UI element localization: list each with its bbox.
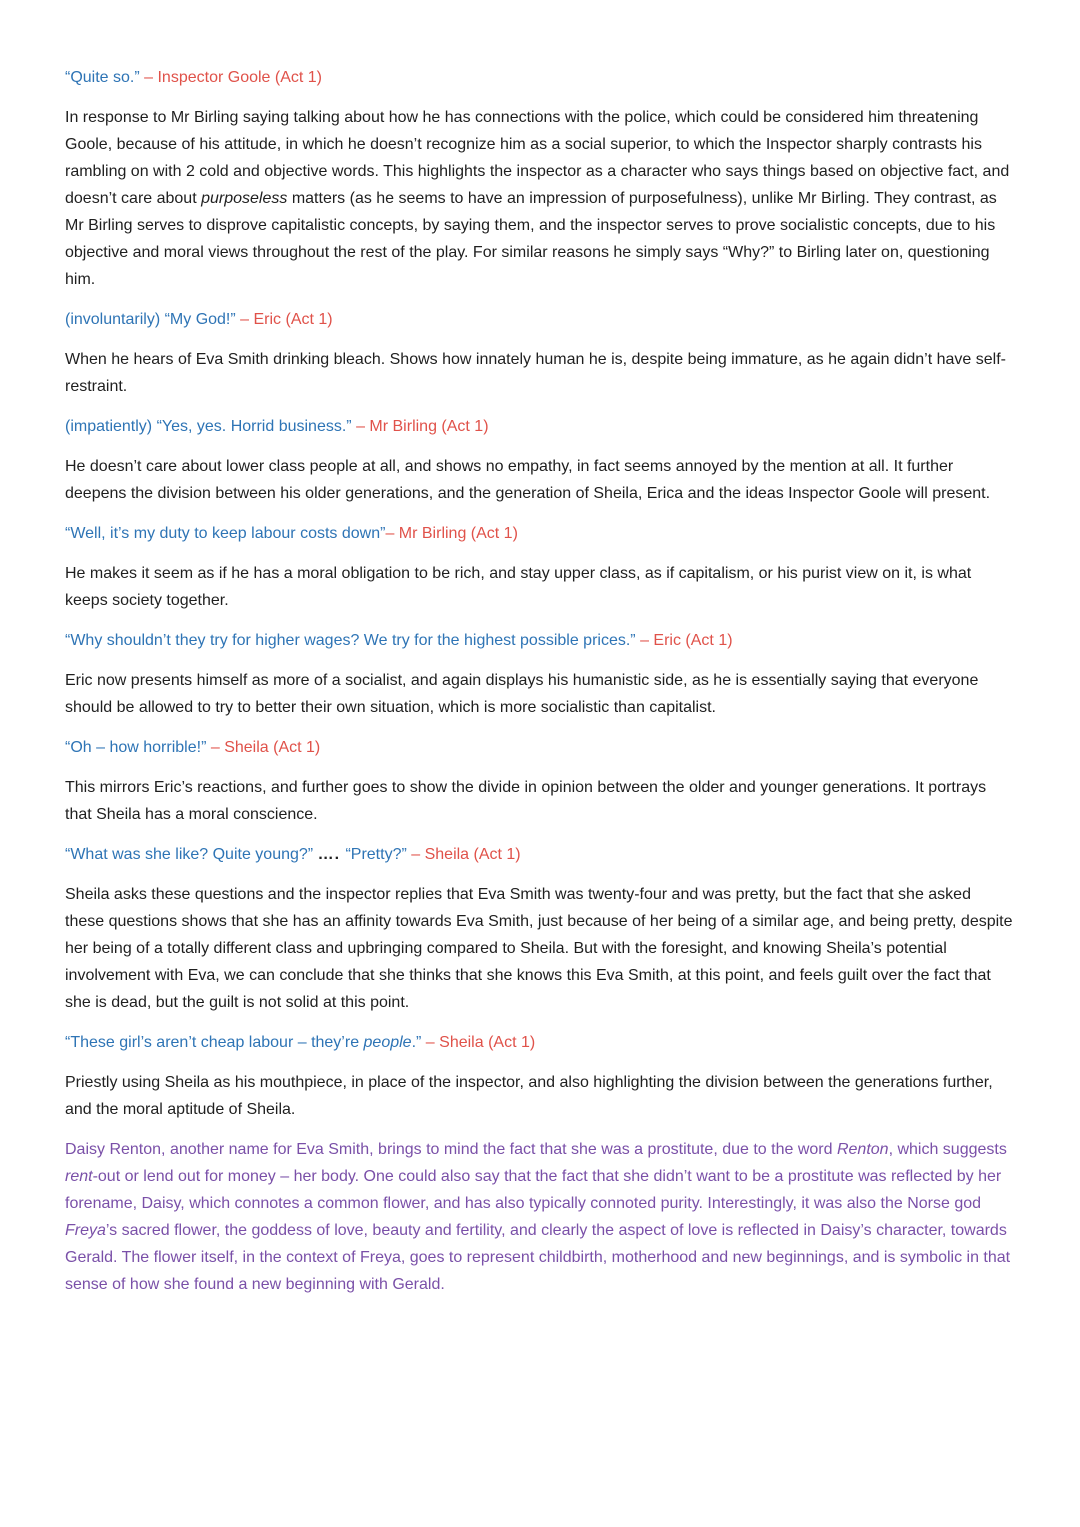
analysis-paragraph xyxy=(65,774,1014,828)
quote-text: (involuntarily) “My God!” xyxy=(65,311,241,328)
quote-text: (impatiently) “Yes, yes. Horrid business.” xyxy=(65,418,357,435)
document-body xyxy=(65,64,1014,1298)
text-run: Daisy Renton, another name for Eva Smith, brings to mind the fact that she was a prostitute, due to the word xyxy=(65,1141,837,1158)
text-run: , which suggests xyxy=(888,1141,1007,1158)
text-run: ’s sacred flower, the goddess of love, beauty and fertility, and clearly the aspect of love is reflected in Daisy’s character, towards Gerald. The flower itself, in the context of Freya, goes to represent childbirth, motherhood and new beginnings, and is symbolic in that sense of how she found a new beginning with Gerald. xyxy=(65,1222,1011,1293)
analysis-paragraph xyxy=(65,453,1014,507)
quote-heading xyxy=(65,841,1014,868)
text-run: …. xyxy=(317,846,346,863)
text-run: This mirrors Eric’s reactions, and further goes to show the divide in opinion between the older and younger generations. It portrays that Sheila has a moral conscience. xyxy=(65,779,987,823)
quote-heading xyxy=(65,306,1014,333)
quote-text: people xyxy=(363,1034,412,1051)
text-run: He makes it seem as if he has a moral obligation to be rich, and stay upper class, as if capitalism, or his purist view on it, is what keeps society together. xyxy=(65,565,972,609)
text-run: matters (as he seems to have an impression of purposefulness), unlike Mr Birling. They contrast, as Mr Birling serves to disprove capitalistic concepts, by saying them, and the inspector serves to prove socialistic concepts, due to his objective and moral views throughout the rest of the play. For similar reasons he simply says “Why?” to Birling later on, questioning him. xyxy=(65,190,997,288)
quote-heading xyxy=(65,627,1014,654)
attribution-text: – Inspector Goole (Act 1) xyxy=(144,69,322,86)
analysis-paragraph xyxy=(65,667,1014,721)
analysis-paragraph xyxy=(65,104,1014,293)
quote-text: “Pretty?” xyxy=(345,846,412,863)
text-run: rent xyxy=(65,1168,93,1185)
quote-text: “Why shouldn’t they try for higher wages? We try for the highest possible prices.” xyxy=(65,632,641,649)
text-run: Freya xyxy=(65,1222,106,1239)
text-run: Priestly using Sheila as his mouthpiece, in place of the inspector, and also highlighting the division between the generations further, and the moral aptitude of Sheila. xyxy=(65,1074,993,1118)
attribution-text: – Mr Birling (Act 1) xyxy=(385,525,518,542)
quote-heading xyxy=(65,64,1014,91)
attribution-text: – Mr Birling (Act 1) xyxy=(356,418,489,435)
text-run: He doesn’t care about lower class people at all, and shows no empathy, in fact seems annoyed by the mention at all. It further deepens the division between his older generations, and the generation of Sheila, Erica and the ideas Inspector Goole will present. xyxy=(65,458,991,502)
attribution-text: – Sheila (Act 1) xyxy=(411,846,521,863)
analysis-paragraph xyxy=(65,560,1014,614)
text-run: When he hears of Eva Smith drinking bleach. Shows how innately human he is, despite being immature, as he again didn’t have self-restraint. xyxy=(65,351,1006,395)
quote-text: “Quite so.” xyxy=(65,69,145,86)
attribution-text: – Sheila (Act 1) xyxy=(210,739,321,756)
quote-text: “Well, it’s my duty to keep labour costs down” xyxy=(65,525,386,542)
text-run: -out or lend out for money – her body. One could also say that the fact that she didn’t want to be a prostitute was reflected by her forename, Daisy, which connotes a common flower, and has also typically connoted purity. Interestingly, it was also the Norse god xyxy=(65,1168,1002,1212)
attribution-text: – Eric (Act 1) xyxy=(640,632,733,649)
quote-text: “These girl’s aren’t cheap labour – they’re xyxy=(65,1034,364,1051)
text-run: purposeless xyxy=(201,190,288,207)
quote-heading xyxy=(65,413,1014,440)
quote-text: “What was she like? Quite young?” xyxy=(65,846,318,863)
text-run: Renton xyxy=(836,1141,889,1158)
quote-text: “Oh – how horrible!” xyxy=(65,739,211,756)
context-note xyxy=(65,1136,1014,1298)
attribution-text: – Eric (Act 1) xyxy=(240,311,333,328)
analysis-paragraph xyxy=(65,346,1014,400)
analysis-paragraph xyxy=(65,881,1014,1016)
attribution-text: – Sheila (Act 1) xyxy=(425,1034,536,1051)
text-run: In response to Mr Birling saying talking about how he has connections with the police, which could be considered him threatening Goole, because of his attitude, in which he doesn’t recognize him as a social superior, to which the Inspector sharply contrasts his rambling on with 2 cold and objective words. This highlights the inspector as a character who says things based on objective fact, and doesn’t care about xyxy=(65,109,1010,207)
analysis-paragraph xyxy=(65,1069,1014,1123)
quote-text: .” xyxy=(411,1034,426,1051)
quote-heading xyxy=(65,520,1014,547)
quote-heading xyxy=(65,1029,1014,1056)
quote-heading xyxy=(65,734,1014,761)
text-run: Sheila asks these questions and the inspector replies that Eva Smith was twenty-four and was pretty, but the fact that she asked these questions shows that she has an affinity towards Eva Smith, just because of her being of a similar age, and being pretty, despite her being of a totally different class and upbringing compared to Sheila. But with the foresight, and knowing Sheila’s potential involvement with Eva, we can conclude that she thinks that she knows this Eva Smith, at this point, and feels guilt over the fact that she is dead, but the guilt is not solid at this point. xyxy=(65,886,1013,1011)
text-run: Eric now presents himself as more of a socialist, and again displays his humanistic side, as he is essentially saying that everyone should be allowed to try to better their own situation, which is more socialistic than capitalist. xyxy=(65,672,979,716)
